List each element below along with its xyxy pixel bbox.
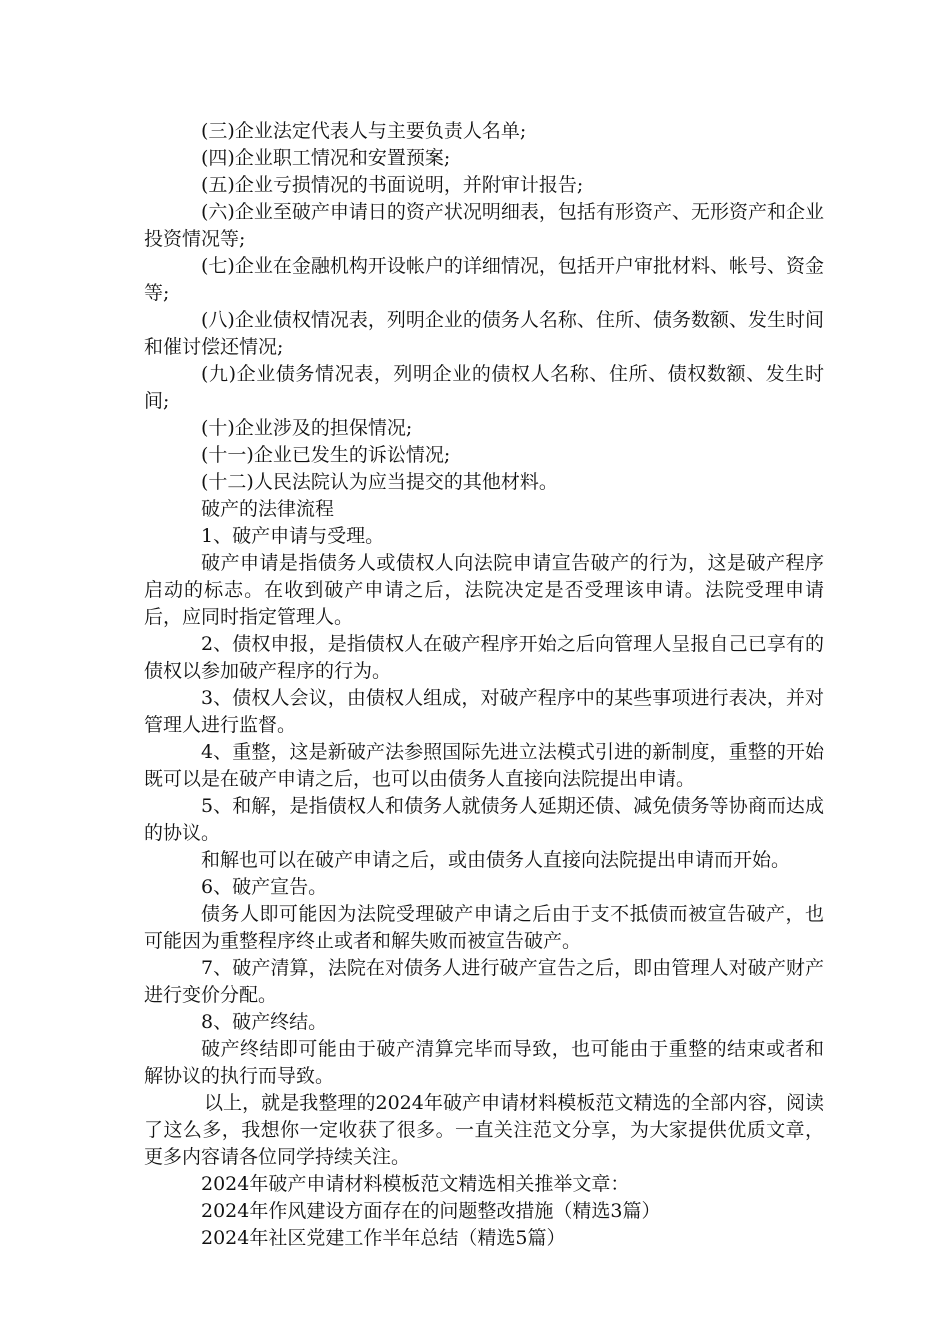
paragraph-item-8: (八)企业债权情况表，列明企业的债务人名称、住所、债务数额、发生时间和催讨偿还情况;: [144, 309, 824, 358]
step-2: 2、债权申报，是指债权人在破产程序开始之后向管理人呈报自己已享有的债权以参加破产程序的行为。: [144, 633, 824, 682]
step-4: 4、重整，这是新破产法参照国际先进立法模式引进的新制度，重整的开始既可以是在破产申请之后，也可以由债务人直接向法院提出申请。: [144, 741, 824, 790]
paragraph-item-7: (七)企业在金融机构开设帐户的详细情况，包括开户审批材料、帐号、资金等;: [144, 255, 824, 304]
step-5: 5、和解，是指债权人和债务人就债务人延期还债、减免债务等协商而达成的协议。: [144, 795, 824, 844]
step-5-body: 和解也可以在破产申请之后，或由债务人直接向法院提出申请而开始。: [201, 849, 791, 871]
section-heading: 破产的法律流程: [201, 498, 335, 520]
step-6-title: 6、破产宣告。: [201, 876, 328, 898]
paragraph-item-6: (六)企业至破产申请日的资产状况明细表，包括有形资产、无形资产和企业投资情况等;: [144, 201, 824, 250]
summary-paragraph: 以上，就是我整理的2024年破产申请材料模板范文精选的全部内容，阅读了这么多，我想你一定收获了很多。一直关注范文分享，为大家提供优质文章，更多内容请各位同学持续关注。: [144, 1092, 824, 1168]
paragraph-item-5: (五)企业亏损情况的书面说明，并附审计报告;: [201, 174, 584, 196]
step-8-title: 8、破产终结。: [201, 1011, 328, 1033]
related-article-link-1[interactable]: 2024年作风建设方面存在的问题整改措施（精选3篇）: [201, 1200, 661, 1222]
paragraph-item-11: (十一)企业已发生的诉讼情况;: [201, 444, 451, 466]
document-page: [144, 118, 824, 1252]
paragraph-item-10: (十)企业涉及的担保情况;: [201, 417, 413, 439]
paragraph-item-12: (十二)人民法院认为应当提交的其他材料。: [201, 471, 558, 493]
step-7: 7、破产清算，法院在对债务人进行破产宣告之后，即由管理人对破产财产进行变价分配。: [144, 957, 824, 1006]
related-articles-heading: 2024年破产申请材料模板范文精选相关推举文章：: [201, 1173, 630, 1195]
step-8-body: 破产终结即可能由于破产清算完毕而导致，也可能由于重整的结束或者和解协议的执行而导致。: [144, 1038, 824, 1087]
step-1-title: 1、破产申请与受理。: [201, 525, 385, 547]
paragraph-item-4: (四)企业职工情况和安置预案;: [201, 147, 451, 169]
paragraph-item-9: (九)企业债务情况表，列明企业的债权人名称、住所、债权数额、发生时间;: [144, 363, 824, 412]
step-6-body: 债务人即可能因为法院受理破产申请之后由于支不抵债而被宣告破产，也可能因为重整程序终止或者和解失败而被宣告破产。: [144, 903, 824, 952]
step-1-body: 破产申请是指债务人或债权人向法院申请宣告破产的行为，这是破产程序启动的标志。在收到破产申请之后，法院决定是否受理该申请。法院受理申请后，应同时指定管理人。: [144, 552, 824, 628]
related-article-link-2[interactable]: 2024年社区党建工作半年总结（精选5篇）: [201, 1227, 566, 1249]
step-3: 3、债权人会议，由债权人组成，对破产程序中的某些事项进行表决，并对管理人进行监督。: [144, 687, 824, 736]
paragraph-item-3: (三)企业法定代表人与主要负责人名单;: [201, 120, 527, 142]
